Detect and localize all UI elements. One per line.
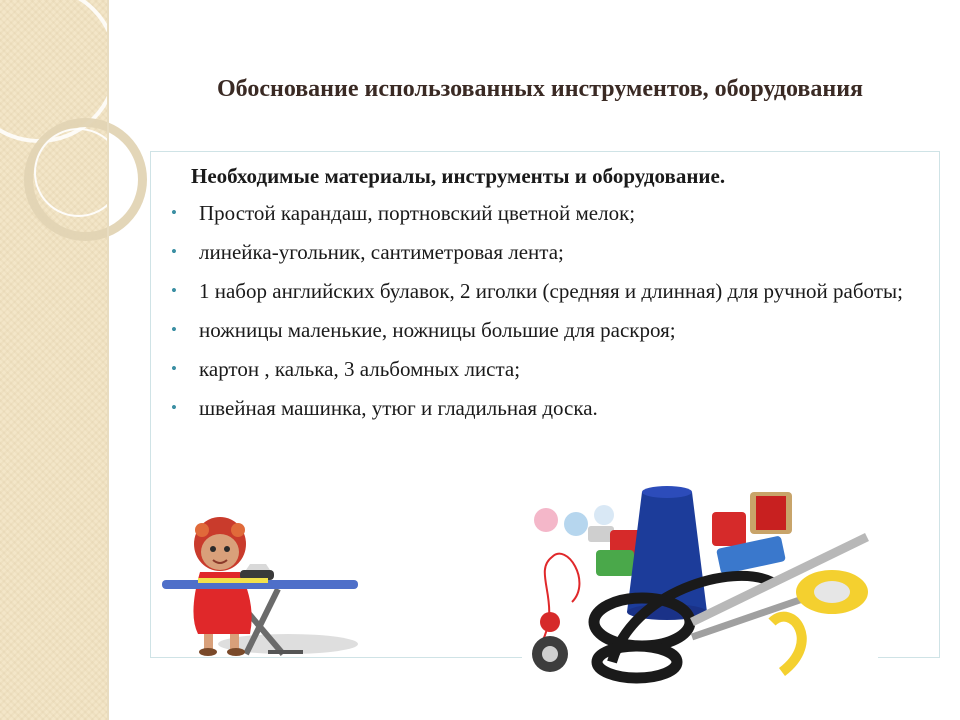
slide-title: Обоснование использованных инструментов, оборудования: [216, 76, 864, 102]
bullet-icon: •: [171, 398, 177, 417]
decorative-side-panel: [0, 0, 107, 720]
bullet-icon: •: [171, 203, 177, 222]
list-item: [169, 278, 919, 305]
sewing-tools-illustration: [522, 472, 878, 692]
bullet-icon: •: [171, 242, 177, 261]
bullet-icon: •: [171, 359, 177, 378]
side-panel-edge: [107, 0, 109, 720]
list-item: [169, 239, 919, 266]
decorative-ring-inner: [34, 128, 123, 217]
list-item-text: швейная машинка, утюг и гладильная доска.: [199, 396, 598, 420]
list-item: [169, 317, 919, 344]
materials-list: [169, 200, 919, 434]
list-item-text: 1 набор английских булавок, 2 иголки (средняя и длинная) для ручной работы;: [199, 279, 903, 303]
list-item: [169, 200, 919, 227]
list-item-text: Простой карандаш, портновский цветной мелок;: [199, 201, 636, 225]
list-item-text: ножницы маленькие, ножницы большие для раскроя;: [199, 318, 676, 342]
list-item-text: картон , калька, 3 альбомных листа;: [199, 357, 521, 381]
list-item: [169, 395, 919, 422]
list-item: [169, 356, 919, 383]
ironing-woman-illustration: [158, 494, 364, 666]
list-item-text: линейка-угольник, сантиметровая лента;: [199, 240, 564, 264]
materials-subheading: Необходимые материалы, инструменты и оборудование.: [191, 164, 726, 188]
bullet-icon: •: [171, 281, 177, 300]
bullet-icon: •: [171, 320, 177, 339]
